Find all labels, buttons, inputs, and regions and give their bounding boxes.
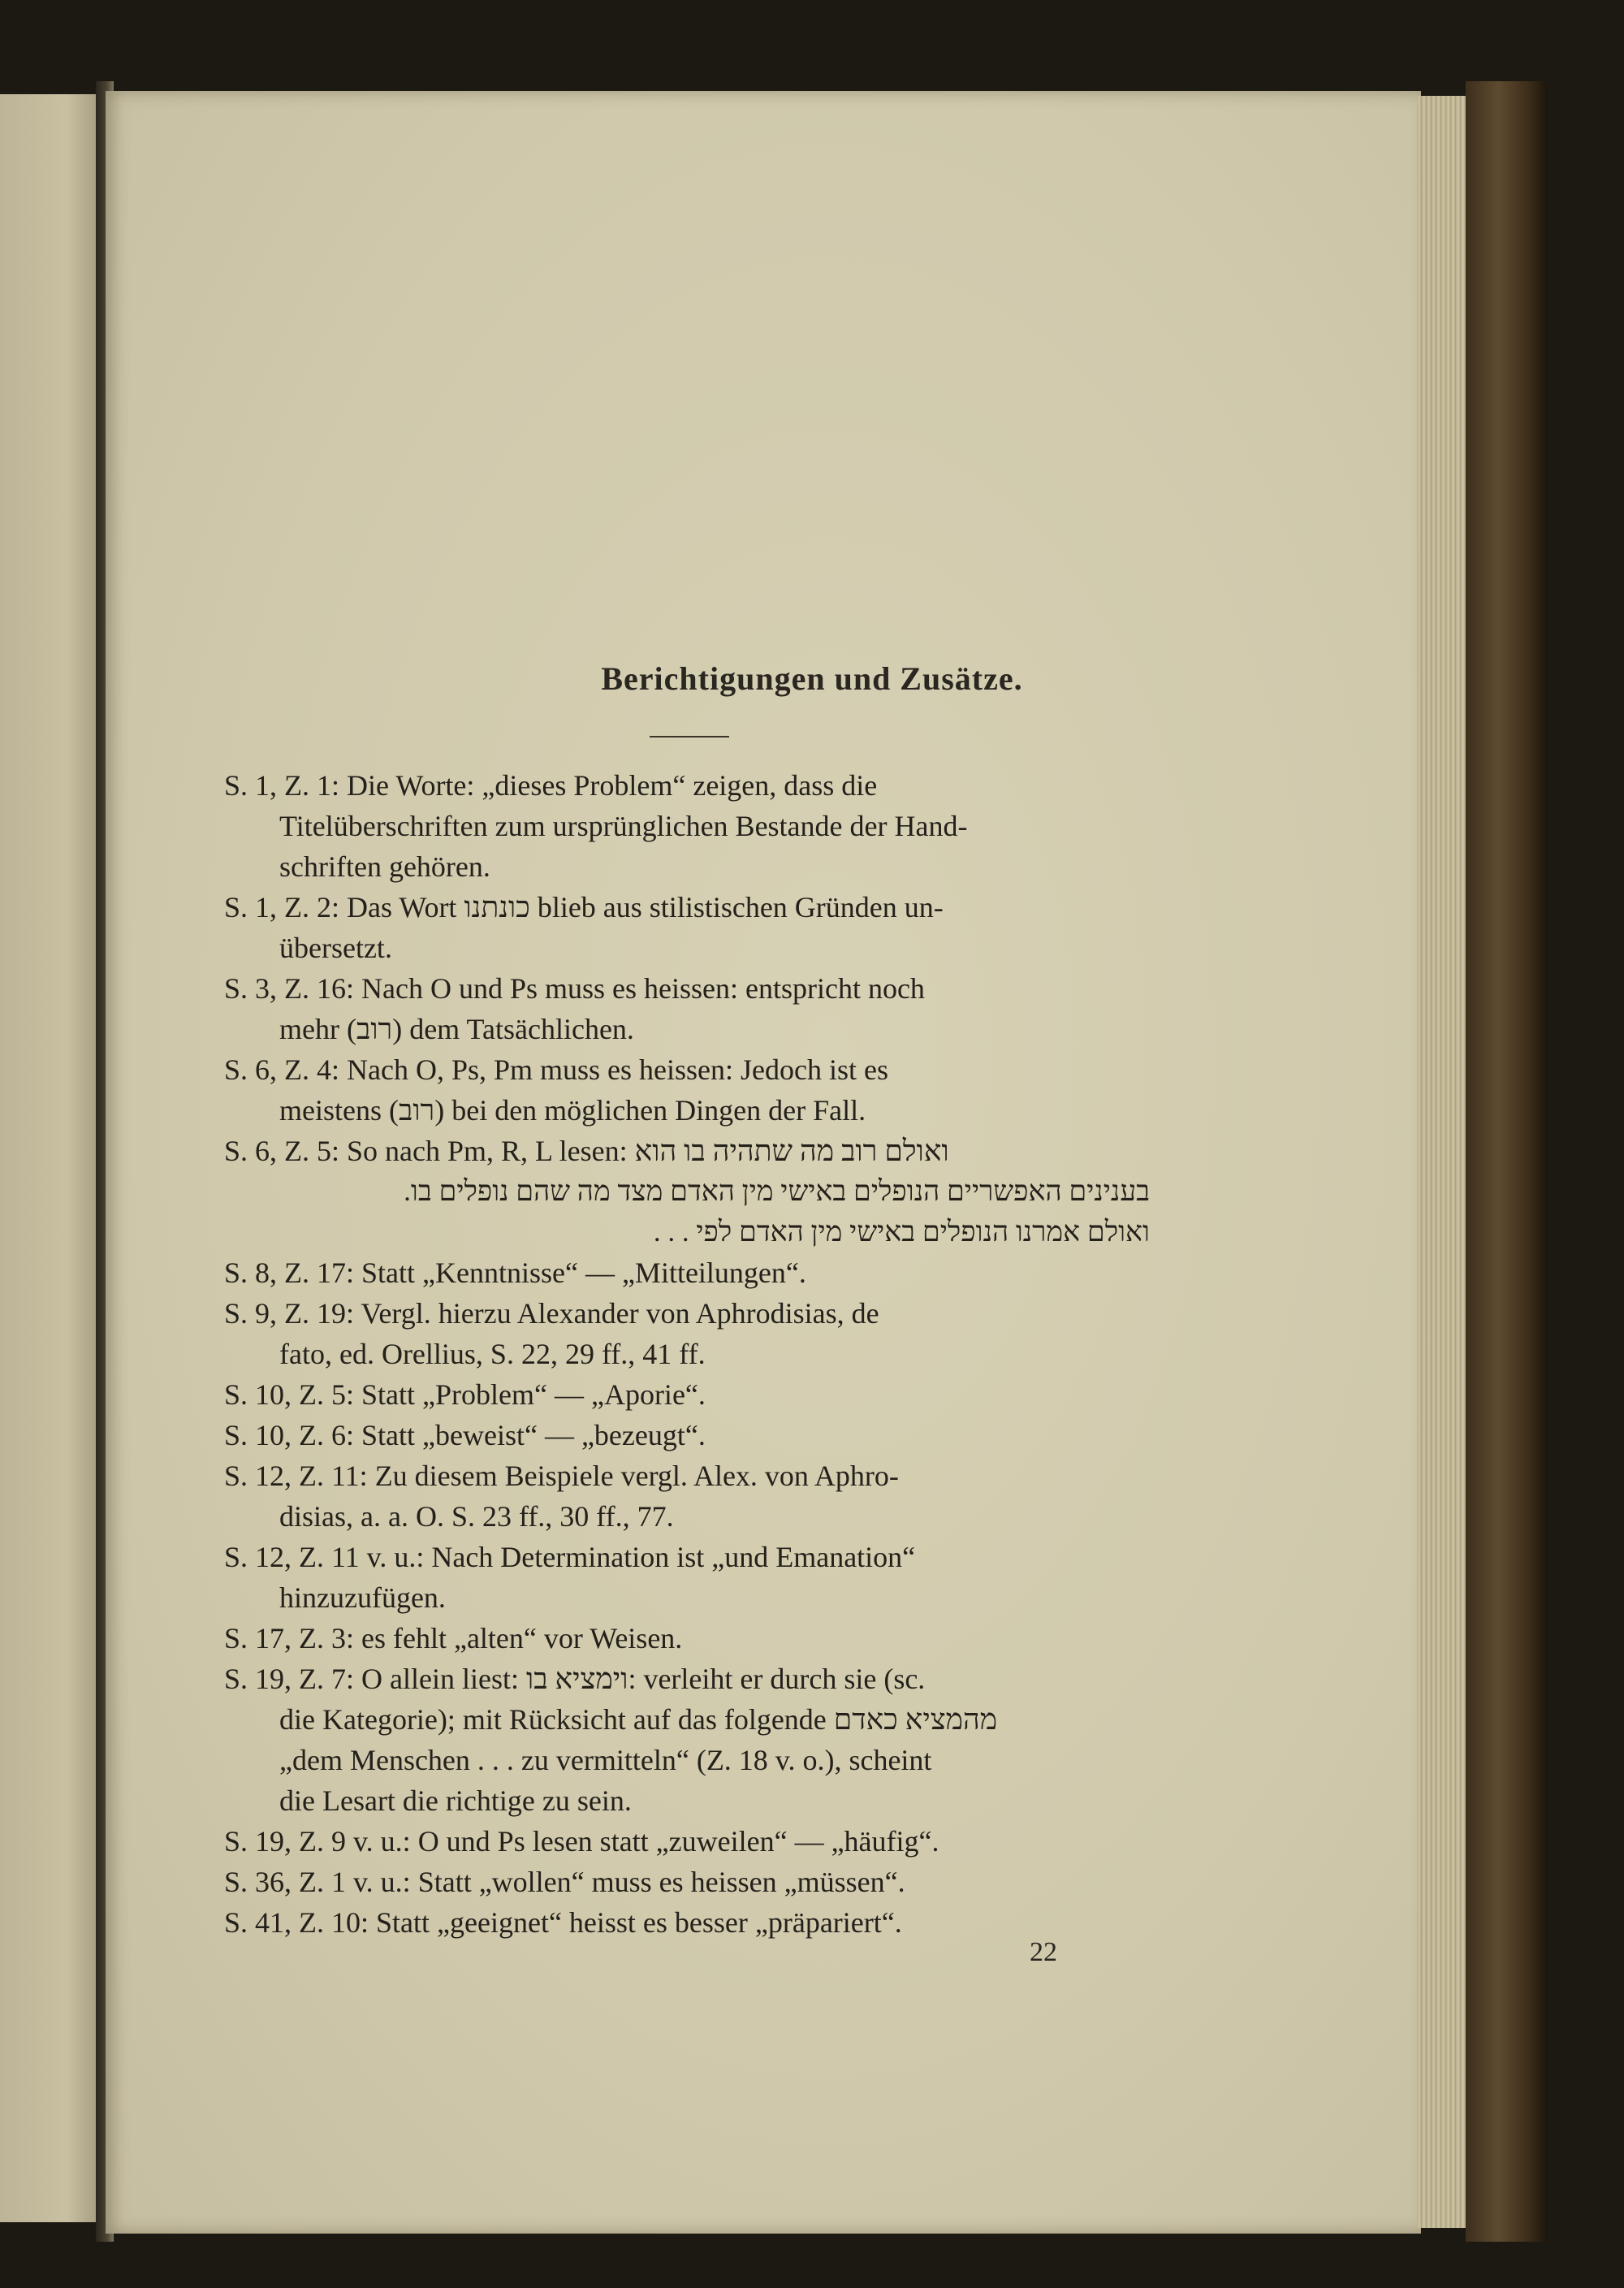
entry-ref: S. 17, Z. 3:	[224, 1622, 355, 1654]
entry-line: Vergl. hierzu Alexander von Aphrodisias, de	[361, 1297, 879, 1330]
correction-entry	[224, 1415, 1150, 1455]
entry-continuation: „dem Menschen . . . zu vermitteln“ (Z. 18 v. o.), scheint	[279, 1744, 932, 1776]
entry-ref: S. 9, Z. 19:	[224, 1297, 355, 1330]
facing-page-edge	[0, 94, 96, 2222]
page-block-edge	[1417, 96, 1466, 2228]
correction-entry	[224, 765, 1150, 806]
entry-ref: S. 6, Z. 4:	[224, 1053, 340, 1086]
entry-continuation: Titelüberschriften zum ursprünglichen Bestande der Hand-	[279, 810, 968, 842]
correction-entry	[224, 1455, 1150, 1496]
entry-continuation: meistens (רוב) bei den möglichen Dingen der Fall.	[279, 1094, 866, 1127]
entry-ref: S. 1, Z. 2:	[224, 891, 340, 923]
entry-continuation: mehr (רוב) dem Tatsächlichen.	[279, 1013, 634, 1045]
correction-entry	[224, 887, 1150, 928]
entry-ref: S. 36, Z. 1 v. u.:	[224, 1866, 411, 1898]
correction-entry	[224, 1902, 1150, 1943]
correction-entry	[224, 1537, 1150, 1577]
correction-entry	[224, 1252, 1150, 1293]
hebrew-quote-line: בענינים האפשריים הנופלים באישי מין האדם מצד מה שהם נופלים בו.	[404, 1175, 1150, 1207]
book-cover-edge	[1466, 81, 1547, 2242]
entry-continuation: die Lesart die richtige zu sein.	[279, 1784, 632, 1817]
entry-line: Die Worte: „dieses Problem“ zeigen, dass die	[347, 769, 878, 802]
title-divider	[650, 736, 729, 737]
entry-line: Zu diesem Beispiele vergl. Alex. von Aphro-	[374, 1460, 899, 1492]
correction-entry	[224, 1618, 1150, 1659]
corrections-list	[224, 765, 1150, 1943]
entry-line: Statt „Kenntnisse“ — „Mitteilungen“.	[361, 1256, 806, 1289]
entry-line: So nach Pm, R, L lesen: ואולם רוב מה שתהיה בו הוא	[347, 1135, 949, 1167]
entry-line: Nach O, Ps, Pm muss es heissen: Jedoch ist es	[347, 1053, 888, 1086]
entry-line: Nach O und Ps muss es heissen: entspricht noch	[361, 972, 925, 1005]
correction-entry	[224, 1659, 1150, 1699]
entry-ref: S. 41, Z. 10:	[224, 1906, 369, 1939]
entry-line: Statt „geeignet“ heisst es besser „präpariert“.	[376, 1906, 902, 1939]
correction-entry	[224, 1862, 1150, 1902]
entry-ref: S. 12, Z. 11 v. u.:	[224, 1541, 425, 1573]
entry-line: O und Ps lesen statt „zuweilen“ — „häufig“.	[417, 1825, 939, 1858]
correction-entry	[224, 968, 1150, 1009]
entry-line: Statt „Problem“ — „Aporie“.	[361, 1378, 706, 1411]
entry-ref: S. 10, Z. 5:	[224, 1378, 355, 1411]
entry-continuation: hinzuzufügen.	[279, 1581, 446, 1614]
entry-ref: S. 12, Z. 11:	[224, 1460, 368, 1492]
correction-entry	[224, 1374, 1150, 1415]
entry-ref: S. 1, Z. 1:	[224, 769, 340, 802]
entry-line: O allein liest: וימציא בו: verleiht er durch sie (sc.	[361, 1663, 926, 1695]
entry-continuation: die Kategorie); mit Rücksicht auf das folgende מהמציא כאדם	[279, 1703, 998, 1736]
page-number: 22	[1030, 1937, 1057, 1967]
correction-entry	[224, 1293, 1150, 1334]
entry-continuation: fato, ed. Orellius, S. 22, 29 ff., 41 ff.	[279, 1338, 706, 1370]
page-title: Berichtigungen und Zusätze.	[601, 660, 1023, 697]
entry-ref: S. 3, Z. 16:	[224, 972, 355, 1005]
entry-ref: S. 8, Z. 17:	[224, 1256, 355, 1289]
correction-entry	[224, 1131, 1150, 1171]
entry-continuation: schriften gehören.	[279, 850, 490, 883]
entry-ref: S. 19, Z. 7:	[224, 1663, 355, 1695]
entry-line: Statt „wollen“ muss es heissen „müssen“.	[417, 1866, 905, 1898]
correction-entry	[224, 1821, 1150, 1862]
entry-line: Statt „beweist“ — „bezeugt“.	[361, 1419, 706, 1451]
entry-continuation: übersetzt.	[279, 932, 392, 964]
entry-line: Nach Determination ist „und Emanation“	[431, 1541, 916, 1573]
correction-entry	[224, 1049, 1150, 1090]
entry-line: Das Wort כונתנו blieb aus stilistischen Gründen un-	[347, 891, 944, 923]
entry-ref: S. 10, Z. 6:	[224, 1419, 355, 1451]
hebrew-quote-line: ואולם אמרנו הנופלים באישי מין האדם לפי . . .	[653, 1216, 1150, 1248]
entry-ref: S. 19, Z. 9 v. u.:	[224, 1825, 411, 1858]
entry-continuation: disias, a. a. O. S. 23 ff., 30 ff., 77.	[279, 1500, 674, 1533]
entry-line: es fehlt „alten“ vor Weisen.	[361, 1622, 683, 1654]
entry-ref: S. 6, Z. 5:	[224, 1135, 340, 1167]
